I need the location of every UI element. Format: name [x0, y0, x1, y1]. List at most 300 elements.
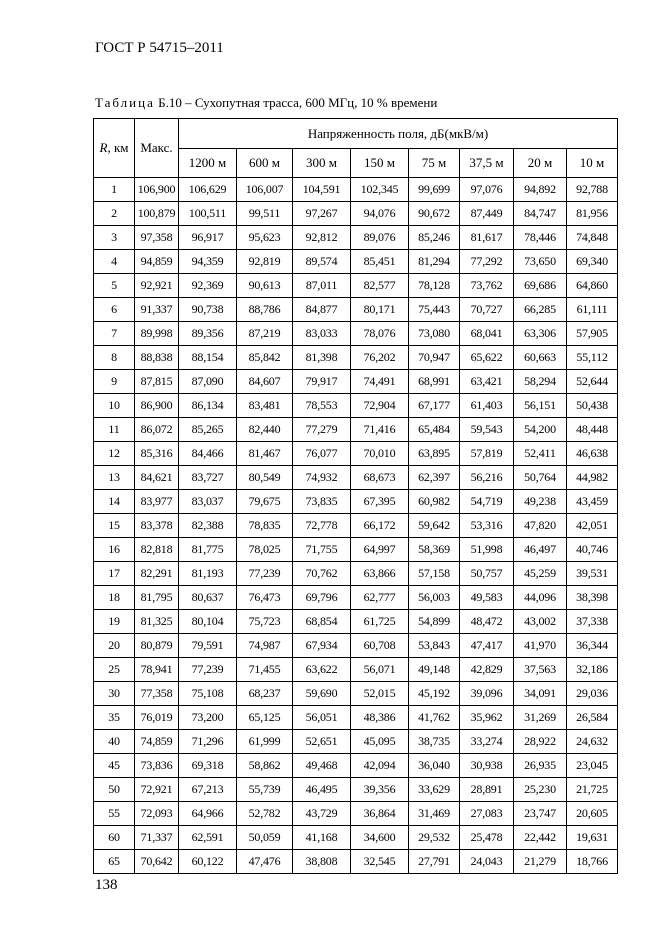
max-value-cell: 72,093 [135, 802, 179, 826]
field-strength-cell: 63,622 [293, 658, 351, 682]
field-strength-cell: 87,449 [460, 202, 514, 226]
distance-cell: 16 [94, 538, 135, 562]
field-strength-cell: 76,473 [237, 586, 293, 610]
height-column-header: 75 м [409, 149, 460, 178]
field-strength-cell: 73,650 [514, 250, 567, 274]
field-strength-cell: 68,673 [351, 466, 409, 490]
distance-cell: 20 [94, 634, 135, 658]
distance-cell: 15 [94, 514, 135, 538]
field-strength-cell: 92,369 [179, 274, 237, 298]
field-strength-cell: 69,340 [567, 250, 618, 274]
distance-cell: 55 [94, 802, 135, 826]
distance-column-header [94, 119, 135, 178]
field-strength-cell: 61,111 [567, 298, 618, 322]
field-strength-cell: 90,672 [409, 202, 460, 226]
field-strength-cell: 44,096 [514, 586, 567, 610]
field-strength-cell: 18,766 [567, 850, 618, 874]
field-strength-cell: 81,617 [460, 226, 514, 250]
distance-cell: 65 [94, 850, 135, 874]
field-strength-cell: 59,690 [293, 682, 351, 706]
table-row [94, 226, 618, 250]
field-strength-cell: 102,345 [351, 178, 409, 202]
field-strength-cell: 23,747 [514, 802, 567, 826]
max-value-cell: 73,836 [135, 754, 179, 778]
field-strength-cell: 52,782 [237, 802, 293, 826]
field-strength-cell: 70,947 [409, 346, 460, 370]
field-strength-cell: 92,819 [237, 250, 293, 274]
field-strength-cell: 67,213 [179, 778, 237, 802]
field-strength-cell: 81,775 [179, 538, 237, 562]
distance-cell: 5 [94, 274, 135, 298]
field-strength-cell: 95,623 [237, 226, 293, 250]
height-column-header: 20 м [514, 149, 567, 178]
field-strength-cell: 87,011 [293, 274, 351, 298]
field-strength-cell: 24,632 [567, 730, 618, 754]
max-value-cell: 86,072 [135, 418, 179, 442]
field-strength-cell: 58,294 [514, 370, 567, 394]
field-strength-cell: 78,553 [293, 394, 351, 418]
field-strength-cell: 78,025 [237, 538, 293, 562]
field-strength-cell: 71,416 [351, 418, 409, 442]
field-strength-cell: 72,904 [351, 394, 409, 418]
field-strength-cell: 20,605 [567, 802, 618, 826]
table-row [94, 514, 618, 538]
field-strength-cell: 57,158 [409, 562, 460, 586]
field-strength-cell: 49,238 [514, 490, 567, 514]
max-value-cell: 71,337 [135, 826, 179, 850]
field-strength-cell: 53,316 [460, 514, 514, 538]
table-row [94, 202, 618, 226]
field-strength-cell: 81,467 [237, 442, 293, 466]
field-strength-cell: 31,469 [409, 802, 460, 826]
field-strength-cell: 84,607 [237, 370, 293, 394]
distance-symbol: R [99, 140, 108, 155]
field-strength-cell: 77,239 [237, 562, 293, 586]
height-column-header: 1200 м [179, 149, 237, 178]
distance-cell: 6 [94, 298, 135, 322]
distance-cell: 10 [94, 394, 135, 418]
max-value-cell: 81,325 [135, 610, 179, 634]
field-strength-cell: 79,917 [293, 370, 351, 394]
field-strength-cell: 106,629 [179, 178, 237, 202]
field-strength-cell: 72,778 [293, 514, 351, 538]
field-strength-cell: 71,296 [179, 730, 237, 754]
field-strength-cell: 56,216 [460, 466, 514, 490]
field-strength-cell: 39,356 [351, 778, 409, 802]
document-code: ГОСТ Р 54715–2011 [95, 40, 224, 56]
field-strength-cell: 25,478 [460, 826, 514, 850]
table-row [94, 850, 618, 874]
field-strength-cell: 63,866 [351, 562, 409, 586]
field-strength-cell: 38,398 [567, 586, 618, 610]
field-strength-cell: 64,966 [179, 802, 237, 826]
field-strength-cell: 23,045 [567, 754, 618, 778]
field-strength-cell: 69,686 [514, 274, 567, 298]
field-strength-cell: 57,819 [460, 442, 514, 466]
field-strength-cell: 54,719 [460, 490, 514, 514]
max-value-cell: 81,795 [135, 586, 179, 610]
field-strength-cell: 47,417 [460, 634, 514, 658]
table-row [94, 466, 618, 490]
field-strength-cell: 25,230 [514, 778, 567, 802]
field-strength-cell: 61,403 [460, 394, 514, 418]
field-strength-cell: 48,472 [460, 610, 514, 634]
field-strength-cell: 104,591 [293, 178, 351, 202]
field-strength-cell: 74,987 [237, 634, 293, 658]
field-strength-cell: 48,386 [351, 706, 409, 730]
field-strength-cell: 54,899 [409, 610, 460, 634]
field-strength-cell: 26,584 [567, 706, 618, 730]
field-strength-cell: 52,411 [514, 442, 567, 466]
field-strength-cell: 80,637 [179, 586, 237, 610]
distance-cell: 17 [94, 562, 135, 586]
distance-cell: 35 [94, 706, 135, 730]
field-strength-cell: 55,739 [237, 778, 293, 802]
table-row [94, 586, 618, 610]
field-strength-cell: 65,484 [409, 418, 460, 442]
field-strength-cell: 52,015 [351, 682, 409, 706]
max-value-cell: 84,621 [135, 466, 179, 490]
field-strength-cell: 85,451 [351, 250, 409, 274]
field-strength-cell: 94,892 [514, 178, 567, 202]
table-row [94, 418, 618, 442]
field-strength-cell: 46,638 [567, 442, 618, 466]
field-strength-cell: 97,076 [460, 178, 514, 202]
field-strength-cell: 75,723 [237, 610, 293, 634]
height-column-header: 150 м [351, 149, 409, 178]
field-strength-cell: 31,269 [514, 706, 567, 730]
field-strength-cell: 76,202 [351, 346, 409, 370]
field-strength-cell: 75,443 [409, 298, 460, 322]
field-strength-cell: 45,259 [514, 562, 567, 586]
field-strength-cell: 58,369 [409, 538, 460, 562]
field-strength-cell: 81,956 [567, 202, 618, 226]
field-strength-cell: 68,991 [409, 370, 460, 394]
field-strength-cell: 82,388 [179, 514, 237, 538]
max-value-cell: 82,818 [135, 538, 179, 562]
field-strength-cell: 73,200 [179, 706, 237, 730]
field-strength-cell: 83,481 [237, 394, 293, 418]
field-strength-cell: 61,999 [237, 730, 293, 754]
field-strength-cell: 85,265 [179, 418, 237, 442]
field-strength-cell: 63,421 [460, 370, 514, 394]
table-row [94, 778, 618, 802]
field-strength-cell: 81,193 [179, 562, 237, 586]
field-strength-cell: 80,171 [351, 298, 409, 322]
table-row [94, 322, 618, 346]
distance-cell: 4 [94, 250, 135, 274]
table-row [94, 610, 618, 634]
field-strength-cell: 81,398 [293, 346, 351, 370]
field-strength-cell: 75,108 [179, 682, 237, 706]
table-row [94, 298, 618, 322]
field-strength-table [93, 118, 618, 874]
field-strength-cell: 73,080 [409, 322, 460, 346]
field-strength-cell: 64,997 [351, 538, 409, 562]
page-number: 138 [95, 877, 118, 893]
table-row [94, 706, 618, 730]
table-row [94, 250, 618, 274]
field-strength-cell: 63,306 [514, 322, 567, 346]
field-strength-cell: 74,491 [351, 370, 409, 394]
distance-cell: 11 [94, 418, 135, 442]
field-strength-cell: 62,397 [409, 466, 460, 490]
table-row [94, 178, 618, 202]
distance-cell: 50 [94, 778, 135, 802]
field-strength-cell: 74,932 [293, 466, 351, 490]
field-strength-cell: 33,274 [460, 730, 514, 754]
field-strength-cell: 67,934 [293, 634, 351, 658]
field-strength-group-header: Напряженность поля, дБ(мкВ/м) [179, 119, 618, 149]
field-strength-cell: 83,033 [293, 322, 351, 346]
field-strength-cell: 100,511 [179, 202, 237, 226]
field-strength-cell: 81,294 [409, 250, 460, 274]
field-strength-cell: 47,820 [514, 514, 567, 538]
field-strength-cell: 48,448 [567, 418, 618, 442]
field-strength-cell: 97,267 [293, 202, 351, 226]
distance-cell: 60 [94, 826, 135, 850]
table-row [94, 658, 618, 682]
max-value-cell: 91,337 [135, 298, 179, 322]
field-strength-cell: 80,549 [237, 466, 293, 490]
field-strength-cell: 58,862 [237, 754, 293, 778]
field-strength-cell: 30,938 [460, 754, 514, 778]
field-strength-cell: 69,796 [293, 586, 351, 610]
caption-title: Сухопутная трасса, 600 МГц, 10 % времени [194, 95, 438, 110]
field-strength-cell: 68,041 [460, 322, 514, 346]
field-strength-cell: 37,338 [567, 610, 618, 634]
field-strength-cell: 42,829 [460, 658, 514, 682]
max-value-cell: 74,859 [135, 730, 179, 754]
caption-prefix: Таблица [95, 95, 155, 110]
field-strength-cell: 44,982 [567, 466, 618, 490]
field-strength-cell: 52,651 [293, 730, 351, 754]
max-value-cell: 72,921 [135, 778, 179, 802]
field-strength-cell: 67,395 [351, 490, 409, 514]
field-strength-cell: 84,466 [179, 442, 237, 466]
field-strength-cell: 63,895 [409, 442, 460, 466]
max-value-cell: 82,291 [135, 562, 179, 586]
distance-cell: 12 [94, 442, 135, 466]
table-row [94, 562, 618, 586]
table-row [94, 490, 618, 514]
max-value-cell: 86,900 [135, 394, 179, 418]
field-strength-cell: 65,125 [237, 706, 293, 730]
field-strength-cell: 45,192 [409, 682, 460, 706]
field-strength-cell: 59,543 [460, 418, 514, 442]
distance-cell: 7 [94, 322, 135, 346]
field-strength-cell: 19,631 [567, 826, 618, 850]
field-strength-cell: 106,007 [237, 178, 293, 202]
field-strength-cell: 49,148 [409, 658, 460, 682]
field-strength-cell: 73,835 [293, 490, 351, 514]
table-row [94, 394, 618, 418]
field-strength-cell: 22,442 [514, 826, 567, 850]
field-strength-cell: 80,104 [179, 610, 237, 634]
field-strength-cell: 24,043 [460, 850, 514, 874]
field-strength-cell: 64,860 [567, 274, 618, 298]
field-strength-cell: 84,877 [293, 298, 351, 322]
table-row [94, 538, 618, 562]
field-strength-cell: 37,563 [514, 658, 567, 682]
distance-cell: 1 [94, 178, 135, 202]
field-strength-cell: 70,762 [293, 562, 351, 586]
distance-cell: 9 [94, 370, 135, 394]
field-strength-cell: 61,725 [351, 610, 409, 634]
max-value-cell: 88,838 [135, 346, 179, 370]
field-strength-cell: 41,970 [514, 634, 567, 658]
field-strength-cell: 83,037 [179, 490, 237, 514]
field-strength-cell: 53,843 [409, 634, 460, 658]
field-strength-cell: 90,613 [237, 274, 293, 298]
max-value-cell: 94,859 [135, 250, 179, 274]
field-strength-cell: 41,762 [409, 706, 460, 730]
field-strength-cell: 34,600 [351, 826, 409, 850]
field-strength-cell: 79,591 [179, 634, 237, 658]
table-row [94, 802, 618, 826]
max-value-cell: 89,998 [135, 322, 179, 346]
field-strength-cell: 59,642 [409, 514, 460, 538]
field-strength-cell: 85,842 [237, 346, 293, 370]
field-strength-cell: 78,128 [409, 274, 460, 298]
field-strength-cell: 38,808 [293, 850, 351, 874]
field-strength-cell: 41,168 [293, 826, 351, 850]
field-strength-cell: 86,134 [179, 394, 237, 418]
field-strength-cell: 42,051 [567, 514, 618, 538]
field-strength-cell: 89,574 [293, 250, 351, 274]
table-row [94, 730, 618, 754]
max-column-header: Макс. [135, 119, 179, 178]
field-strength-cell: 36,040 [409, 754, 460, 778]
field-strength-cell: 70,010 [351, 442, 409, 466]
max-value-cell: 76,019 [135, 706, 179, 730]
max-value-cell: 78,941 [135, 658, 179, 682]
field-strength-cell: 26,935 [514, 754, 567, 778]
field-strength-cell: 89,356 [179, 322, 237, 346]
max-value-cell: 87,815 [135, 370, 179, 394]
max-value-cell: 80,879 [135, 634, 179, 658]
max-value-cell: 106,900 [135, 178, 179, 202]
field-strength-cell: 56,071 [351, 658, 409, 682]
field-strength-cell: 71,755 [293, 538, 351, 562]
max-value-cell: 83,977 [135, 490, 179, 514]
field-strength-cell: 70,727 [460, 298, 514, 322]
field-strength-cell: 56,051 [293, 706, 351, 730]
max-value-cell: 92,921 [135, 274, 179, 298]
distance-cell: 45 [94, 754, 135, 778]
field-strength-cell: 60,708 [351, 634, 409, 658]
table-caption [95, 95, 437, 111]
field-strength-cell: 60,122 [179, 850, 237, 874]
field-strength-cell: 32,186 [567, 658, 618, 682]
field-strength-cell: 82,577 [351, 274, 409, 298]
distance-cell: 2 [94, 202, 135, 226]
max-value-cell: 85,316 [135, 442, 179, 466]
field-strength-cell: 92,812 [293, 226, 351, 250]
max-value-cell: 70,642 [135, 850, 179, 874]
field-strength-cell: 99,511 [237, 202, 293, 226]
field-strength-cell: 76,077 [293, 442, 351, 466]
field-strength-cell: 78,076 [351, 322, 409, 346]
table-row [94, 826, 618, 850]
field-strength-cell: 39,096 [460, 682, 514, 706]
field-strength-cell: 55,112 [567, 346, 618, 370]
field-strength-cell: 94,076 [351, 202, 409, 226]
distance-cell: 8 [94, 346, 135, 370]
distance-cell: 25 [94, 658, 135, 682]
field-strength-cell: 34,091 [514, 682, 567, 706]
distance-cell: 3 [94, 226, 135, 250]
field-strength-cell: 43,002 [514, 610, 567, 634]
field-strength-cell: 78,446 [514, 226, 567, 250]
table-row [94, 682, 618, 706]
field-strength-cell: 67,177 [409, 394, 460, 418]
field-strength-cell: 50,059 [237, 826, 293, 850]
field-strength-cell: 77,279 [293, 418, 351, 442]
height-column-header: 600 м [237, 149, 293, 178]
field-strength-cell: 35,962 [460, 706, 514, 730]
field-strength-cell: 84,747 [514, 202, 567, 226]
field-strength-cell: 45,095 [351, 730, 409, 754]
distance-cell: 19 [94, 610, 135, 634]
field-strength-cell: 36,344 [567, 634, 618, 658]
table-row [94, 754, 618, 778]
field-strength-cell: 74,848 [567, 226, 618, 250]
field-strength-cell: 21,725 [567, 778, 618, 802]
field-strength-cell: 50,757 [460, 562, 514, 586]
field-strength-cell: 87,219 [237, 322, 293, 346]
field-strength-cell: 51,998 [460, 538, 514, 562]
field-strength-cell: 21,279 [514, 850, 567, 874]
height-column-header: 37,5 м [460, 149, 514, 178]
max-value-cell: 97,358 [135, 226, 179, 250]
field-strength-cell: 36,864 [351, 802, 409, 826]
field-strength-cell: 29,036 [567, 682, 618, 706]
field-strength-cell: 69,318 [179, 754, 237, 778]
field-strength-cell: 71,455 [237, 658, 293, 682]
field-strength-cell: 79,675 [237, 490, 293, 514]
height-column-header: 300 м [293, 149, 351, 178]
field-strength-cell: 43,729 [293, 802, 351, 826]
field-strength-cell: 28,891 [460, 778, 514, 802]
distance-cell: 14 [94, 490, 135, 514]
field-strength-cell: 60,982 [409, 490, 460, 514]
distance-cell: 18 [94, 586, 135, 610]
field-strength-cell: 94,359 [179, 250, 237, 274]
field-strength-cell: 82,440 [237, 418, 293, 442]
field-strength-cell: 66,172 [351, 514, 409, 538]
distance-cell: 13 [94, 466, 135, 490]
field-strength-cell: 49,583 [460, 586, 514, 610]
field-strength-cell: 99,699 [409, 178, 460, 202]
field-strength-cell: 29,532 [409, 826, 460, 850]
field-strength-cell: 87,090 [179, 370, 237, 394]
field-strength-cell: 68,854 [293, 610, 351, 634]
field-strength-cell: 46,497 [514, 538, 567, 562]
table-row [94, 274, 618, 298]
field-strength-cell: 88,154 [179, 346, 237, 370]
distance-cell: 40 [94, 730, 135, 754]
field-strength-cell: 57,905 [567, 322, 618, 346]
field-strength-cell: 27,083 [460, 802, 514, 826]
max-value-cell: 83,378 [135, 514, 179, 538]
distance-cell: 30 [94, 682, 135, 706]
field-strength-cell: 83,727 [179, 466, 237, 490]
field-strength-cell: 56,151 [514, 394, 567, 418]
field-strength-cell: 73,762 [460, 274, 514, 298]
max-value-cell: 77,358 [135, 682, 179, 706]
field-strength-cell: 85,246 [409, 226, 460, 250]
